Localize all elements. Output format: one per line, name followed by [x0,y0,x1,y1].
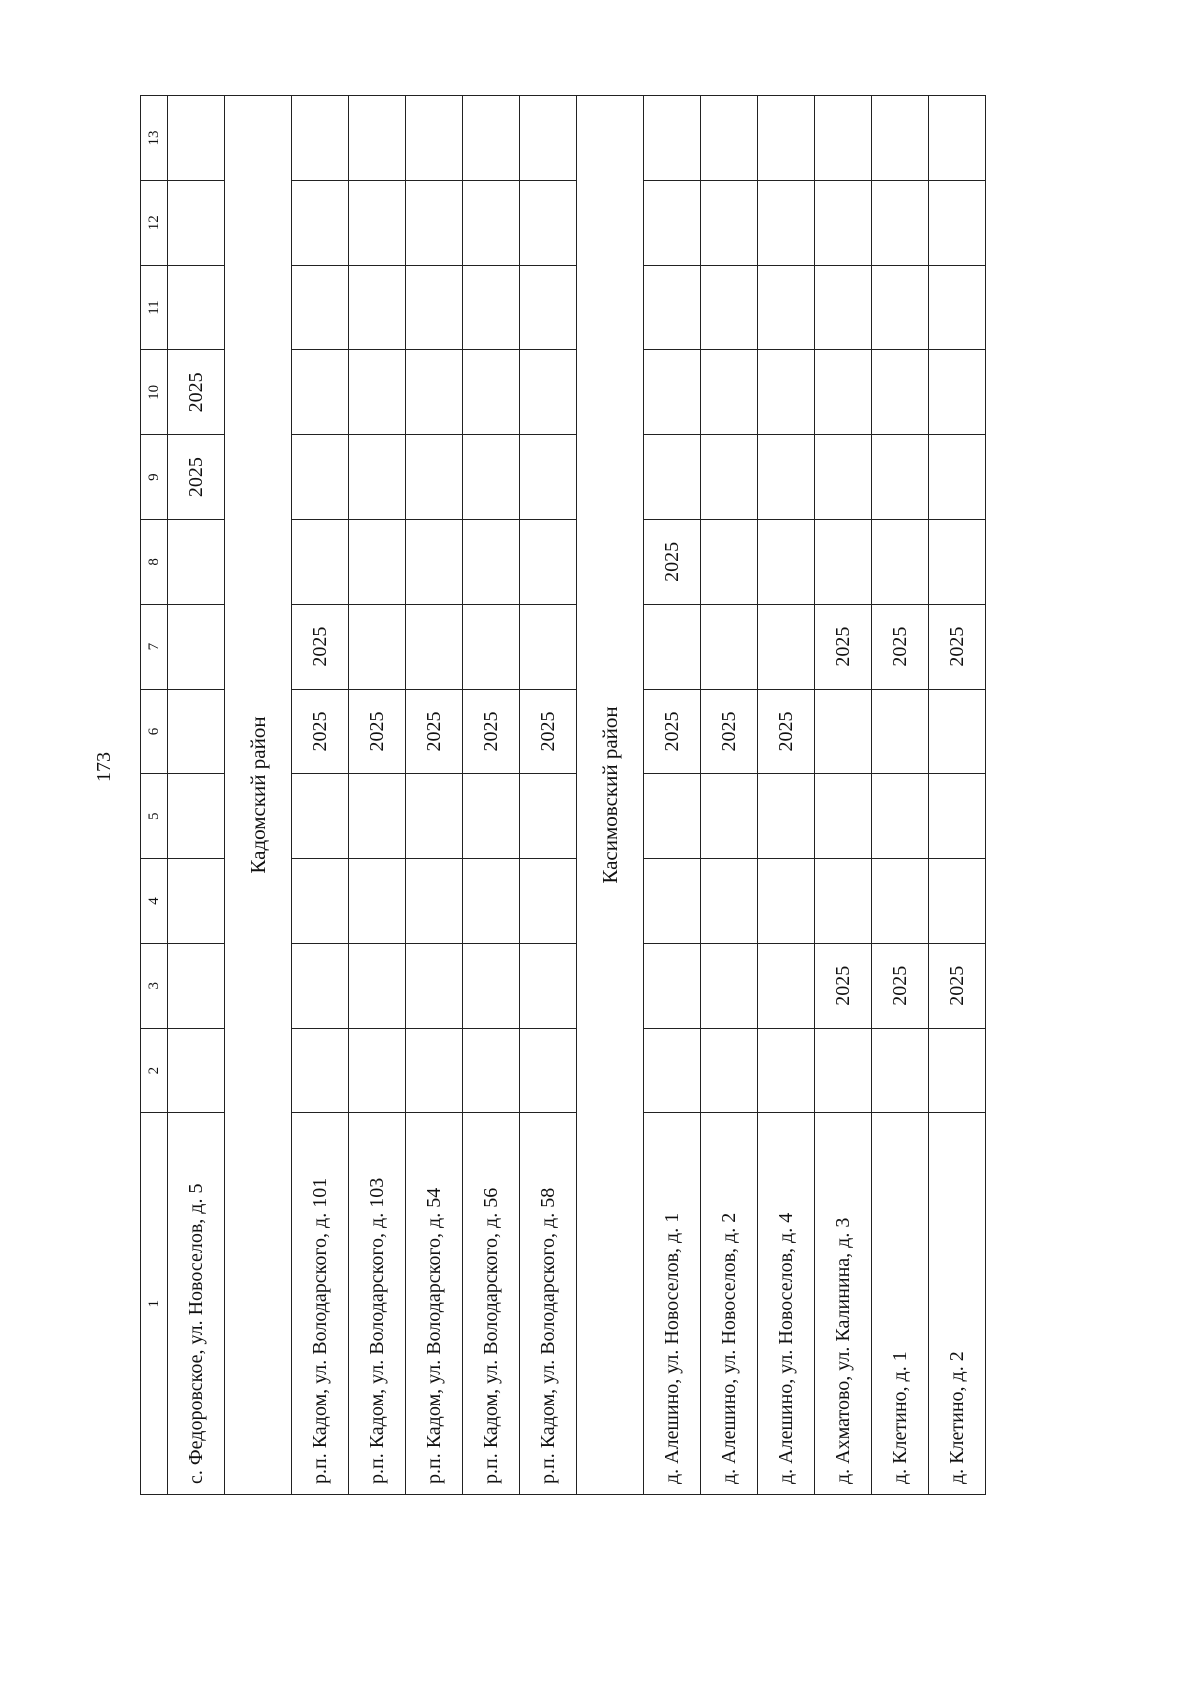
year-cell [701,435,758,520]
year-cell: 2025 [168,350,225,435]
year-cell: 2025 [701,689,758,774]
year-cell [872,774,929,859]
table-body [141,96,986,1495]
year-cell: 2025 [406,689,463,774]
year-cell [644,774,701,859]
year-cell [701,350,758,435]
column-header: 13 [141,96,168,181]
year-cell [644,435,701,520]
year-cell [292,96,349,181]
year-cell [406,350,463,435]
year-cell [815,689,872,774]
year-cell [168,943,225,1028]
year-cell [520,180,577,265]
year-cell [520,520,577,605]
year-cell [815,350,872,435]
address-cell: р.п. Кадом, ул. Володарского, д. 103 [349,1113,406,1495]
year-cell [644,943,701,1028]
table-row [815,96,872,1495]
year-cell [520,604,577,689]
column-header: 11 [141,265,168,350]
year-cell [929,180,986,265]
section-title: Кадомский район [225,96,292,1495]
year-cell [463,604,520,689]
column-header: 4 [141,859,168,944]
year-cell [406,1028,463,1113]
year-cell [815,1028,872,1113]
section-row [577,96,644,1495]
year-cell [644,350,701,435]
address-cell: д. Алешино, ул. Новоселов, д. 2 [701,1113,758,1495]
year-cell: 2025 [349,689,406,774]
year-cell [701,859,758,944]
year-cell [349,774,406,859]
year-cell [463,943,520,1028]
section-row [225,96,292,1495]
year-cell [872,96,929,181]
year-cell: 2025 [292,604,349,689]
address-cell: д. Клетино, д. 2 [929,1113,986,1495]
year-cell [463,1028,520,1113]
table-row [292,96,349,1495]
year-cell [349,520,406,605]
year-cell [463,96,520,181]
column-header: 12 [141,180,168,265]
year-cell [168,859,225,944]
year-cell [463,180,520,265]
year-cell [292,943,349,1028]
year-cell [406,435,463,520]
address-cell: д. Алешино, ул. Новоселов, д. 4 [758,1113,815,1495]
address-cell: д. Алешино, ул. Новоселов, д. 1 [644,1113,701,1495]
year-cell [872,180,929,265]
year-cell [872,435,929,520]
year-cell [349,180,406,265]
year-cell [872,265,929,350]
year-cell: 2025 [463,689,520,774]
year-cell [406,604,463,689]
year-cell [929,689,986,774]
year-cell [463,774,520,859]
year-cell [701,180,758,265]
year-cell [929,435,986,520]
rotated-table-frame [140,95,1036,1495]
year-cell [701,774,758,859]
schedule-table [140,95,986,1495]
year-cell [701,265,758,350]
year-cell [815,520,872,605]
year-cell [168,265,225,350]
year-cell [815,180,872,265]
year-cell [758,943,815,1028]
year-cell [701,96,758,181]
address-cell: р.п. Кадом, ул. Володарского, д. 58 [520,1113,577,1495]
year-cell: 2025 [292,689,349,774]
year-cell [872,350,929,435]
column-header: 8 [141,520,168,605]
year-cell [520,859,577,944]
address-cell: д. Ахматово, ул. Калинина, д. 3 [815,1113,872,1495]
page-number: 173 [93,752,115,782]
year-cell [520,435,577,520]
year-cell [929,96,986,181]
year-cell [349,265,406,350]
year-cell: 2025 [815,604,872,689]
column-header: 3 [141,943,168,1028]
column-header: 1 [141,1113,168,1495]
year-cell [872,689,929,774]
year-cell: 2025 [872,604,929,689]
year-cell [406,96,463,181]
column-header: 7 [141,604,168,689]
year-cell [406,859,463,944]
year-cell [292,350,349,435]
year-cell: 2025 [929,943,986,1028]
year-cell [758,435,815,520]
address-cell: р.п. Кадом, ул. Володарского, д. 101 [292,1113,349,1495]
year-cell [701,1028,758,1113]
address-cell: с. Федоровское, ул. Новоселов, д. 5 [168,1113,225,1495]
table-row [349,96,406,1495]
year-cell [872,520,929,605]
year-cell [406,180,463,265]
header-row [141,96,168,1495]
year-cell [815,435,872,520]
year-cell [701,604,758,689]
year-cell [292,435,349,520]
year-cell [872,859,929,944]
column-header: 10 [141,350,168,435]
year-cell [872,1028,929,1113]
year-cell [463,859,520,944]
year-cell [815,774,872,859]
table-row [406,96,463,1495]
year-cell [292,180,349,265]
year-cell [520,943,577,1028]
year-cell [644,180,701,265]
year-cell [292,859,349,944]
table-row [929,96,986,1495]
year-cell [520,96,577,181]
year-cell [644,96,701,181]
column-header: 2 [141,1028,168,1113]
year-cell [463,435,520,520]
year-cell [520,774,577,859]
column-header: 6 [141,689,168,774]
year-cell [644,265,701,350]
table-row [168,96,225,1495]
year-cell [520,350,577,435]
year-cell [168,520,225,605]
year-cell [168,180,225,265]
year-cell [349,943,406,1028]
table-row [872,96,929,1495]
year-cell [168,96,225,181]
year-cell [349,350,406,435]
year-cell [929,774,986,859]
column-header: 5 [141,774,168,859]
year-cell [520,1028,577,1113]
year-cell [758,350,815,435]
year-cell [292,1028,349,1113]
table-row [644,96,701,1495]
year-cell: 2025 [168,435,225,520]
section-title: Касимовский район [577,96,644,1495]
year-cell [758,265,815,350]
year-cell [349,1028,406,1113]
year-cell [815,96,872,181]
year-cell [929,859,986,944]
column-header: 9 [141,435,168,520]
year-cell [168,689,225,774]
year-cell [758,859,815,944]
year-cell [463,265,520,350]
year-cell [644,604,701,689]
year-cell [644,1028,701,1113]
address-cell: р.п. Кадом, ул. Володарского, д. 56 [463,1113,520,1495]
year-cell [292,520,349,605]
year-cell: 2025 [758,689,815,774]
year-cell: 2025 [644,689,701,774]
year-cell [292,265,349,350]
year-cell: 2025 [520,689,577,774]
year-cell [463,350,520,435]
year-cell: 2025 [929,604,986,689]
year-cell [168,1028,225,1113]
year-cell [929,350,986,435]
year-cell [349,96,406,181]
address-cell: р.п. Кадом, ул. Володарского, д. 54 [406,1113,463,1495]
table-row [701,96,758,1495]
year-cell [406,520,463,605]
year-cell [168,774,225,859]
year-cell [292,774,349,859]
table-row [758,96,815,1495]
year-cell: 2025 [872,943,929,1028]
year-cell: 2025 [815,943,872,1028]
year-cell [463,520,520,605]
year-cell [758,604,815,689]
year-cell [520,265,577,350]
year-cell [815,859,872,944]
year-cell [644,859,701,944]
year-cell [929,265,986,350]
table-row [463,96,520,1495]
year-cell [701,943,758,1028]
year-cell [701,520,758,605]
year-cell [349,859,406,944]
year-cell [406,943,463,1028]
year-cell [349,435,406,520]
year-cell [758,180,815,265]
year-cell [758,96,815,181]
table-row [520,96,577,1495]
year-cell [758,520,815,605]
year-cell [929,1028,986,1113]
year-cell [758,774,815,859]
year-cell [168,604,225,689]
year-cell [758,1028,815,1113]
year-cell [406,774,463,859]
year-cell: 2025 [644,520,701,605]
address-cell: д. Клетино, д. 1 [872,1113,929,1495]
year-cell [406,265,463,350]
year-cell [929,520,986,605]
year-cell [815,265,872,350]
year-cell [349,604,406,689]
